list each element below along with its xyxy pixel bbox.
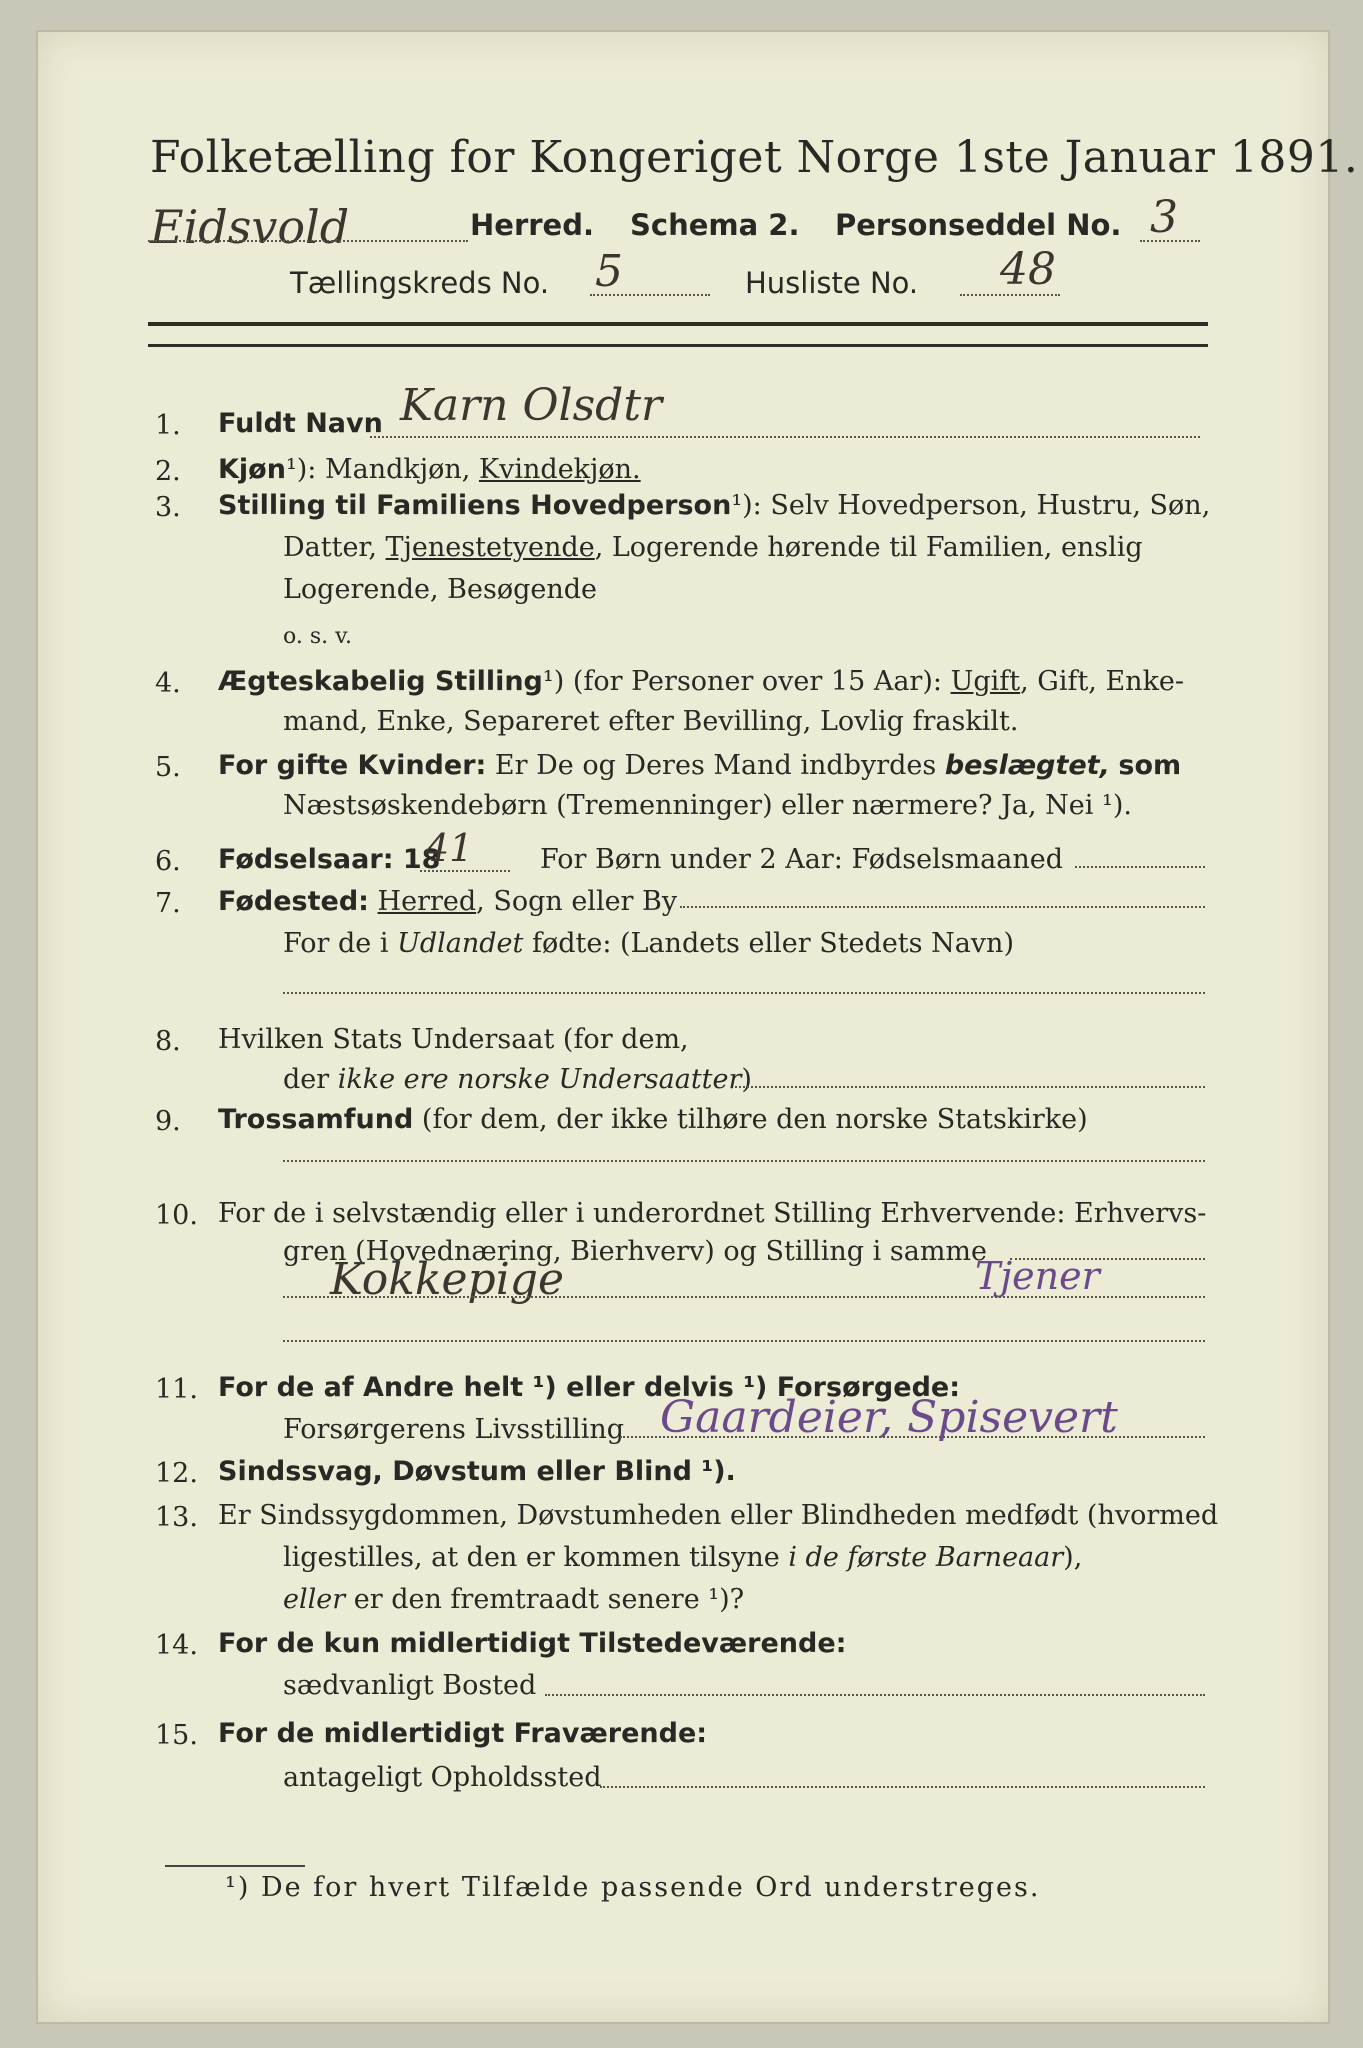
full-name-label: Fuldt Navn	[218, 408, 383, 439]
header-line-1	[150, 200, 349, 254]
family-position-line-2: Datter, Tjenestetyende, Logerende hørende til Familien, enslig	[283, 532, 1143, 563]
item-number: 11.	[155, 1374, 198, 1405]
marital-status-line-1: Ægteskabelig Stilling¹) (for Personer over 15 Aar): Ugift, Gift, Enke-	[218, 666, 1185, 697]
birthplace-line-1: Fødested: Herred, Sogn eller By	[218, 886, 678, 917]
citizenship-line-2: der ikke ere norske Undersaatter)	[283, 1064, 752, 1095]
occupation-line-1: For de i selvstændig eller i underordnet Stilling Erhvervende: Erhvervs-	[218, 1198, 1207, 1229]
sex-line: Kjøn¹): Mandkjøn, Kvindekjøn.	[218, 454, 641, 485]
husliste-label: Husliste No.	[745, 266, 919, 300]
header-rule-2	[148, 344, 1208, 347]
kreds-label: Tællingskreds No.	[290, 266, 550, 300]
kreds-handwritten: 5	[595, 246, 623, 297]
item-number: 6.	[155, 846, 181, 877]
item-number: 10.	[155, 1200, 198, 1231]
item-number: 1.	[155, 410, 181, 441]
temporary-present-label: For de kun midlertidigt Tilstedeværende:	[218, 1628, 847, 1659]
provider-occupation-label: Forsørgerens Livsstilling	[283, 1414, 625, 1445]
birth-year-handwritten: 41	[425, 826, 474, 870]
husliste-handwritten: 48	[1000, 244, 1056, 295]
item-number: 14.	[155, 1630, 198, 1661]
disability-line: Sindssvag, Døvstum eller Blind ¹).	[218, 1456, 736, 1487]
item-number: 7.	[155, 888, 181, 919]
footnote-rule	[165, 1865, 305, 1867]
birthplace-line-2: For de i Udlandet fødte: (Landets eller Stedets Navn)	[283, 928, 1014, 959]
family-position-line-4: o. s. v.	[283, 624, 352, 649]
married-women-line-2: Næstsøskendebørn (Tremenninger) eller nærmere? Ja, Nei ¹).	[283, 790, 1132, 821]
sex-selected: Kvindekjøn.	[478, 454, 641, 485]
schema-label: Schema 2.	[630, 208, 800, 242]
item-number: 3.	[155, 492, 181, 523]
disability-origin-line-2: ligestilles, at den er kommen tilsyne i de første Barneaar),	[283, 1542, 1083, 1573]
marital-status-selected: Ugift	[950, 666, 1021, 697]
temporary-absent-label: For de midlertidigt Fraværende:	[218, 1718, 708, 1749]
form-title: Folketælling for Kongeriget Norge 1ste Januar 1891.	[150, 132, 1359, 183]
item-number: 15.	[155, 1720, 198, 1751]
family-position-line-1: Stilling til Familiens Hovedperson¹): Selv Hovedperson, Hustru, Søn,	[218, 490, 1211, 521]
provider-occupation-handwritten: Gaardeier, Spisevert	[660, 1392, 1118, 1443]
probable-residence-label: antageligt Opholdssted	[283, 1762, 602, 1793]
full-name-handwritten: Karn Olsdtr	[400, 380, 663, 431]
marital-status-line-2: mand, Enke, Separeret efter Bevilling, Lovlig fraskilt.	[283, 706, 1019, 737]
occupation-line-2: gren (Hovednæring, Bierhverv) og Stilling i samme	[283, 1236, 988, 1267]
item-number: 2.	[155, 456, 181, 487]
occupation-status-handwritten: Tjener	[975, 1254, 1100, 1298]
herred-label: Herred.	[470, 208, 594, 242]
item-number: 9.	[155, 1106, 181, 1137]
herred-handwritten: Eidsvold	[150, 200, 350, 254]
personseddel-label: Personseddel No.	[835, 208, 1122, 242]
married-women-line-1: For gifte Kvinder: Er De og Deres Mand indbyrdes beslægtet, som	[218, 750, 1182, 781]
family-position-selected: Tjenestetyende	[385, 532, 595, 563]
birth-year-label: Fødselsaar: 18	[218, 844, 441, 875]
family-position-line-3: Logerende, Besøgende	[283, 574, 597, 605]
birth-month-label: For Børn under 2 Aar: Fødselsmaaned	[540, 844, 1064, 875]
item-number: 13.	[155, 1502, 198, 1533]
disability-origin-line-1: Er Sindssygdommen, Døvstumheden eller Blindheden medfødt (hvormed	[218, 1500, 1219, 1531]
item-number: 8.	[155, 1026, 181, 1057]
personseddel-handwritten: 3	[1150, 192, 1178, 243]
religion-line: Trossamfund (for dem, der ikke tilhøre den norske Statskirke)	[218, 1104, 1088, 1135]
citizenship-line-1: Hvilken Stats Undersaat (for dem,	[218, 1024, 689, 1055]
item-number: 5.	[155, 752, 181, 783]
footnote: ¹) De for hvert Tilfælde passende Ord understreges.	[225, 1872, 1041, 1903]
occupation-handwritten: Kokkepige	[330, 1254, 564, 1305]
header-rule	[148, 322, 1208, 326]
disability-origin-line-3: eller er den fremtraadt senere ¹)?	[283, 1584, 745, 1615]
usual-residence-label: sædvanligt Bosted	[283, 1670, 537, 1701]
item-number: 12.	[155, 1458, 198, 1489]
item-number: 4.	[155, 668, 181, 699]
supported-line-1: For de af Andre helt ¹) eller delvis ¹) Forsørgede:	[218, 1372, 961, 1403]
birthplace-selected: Herred	[377, 886, 477, 917]
